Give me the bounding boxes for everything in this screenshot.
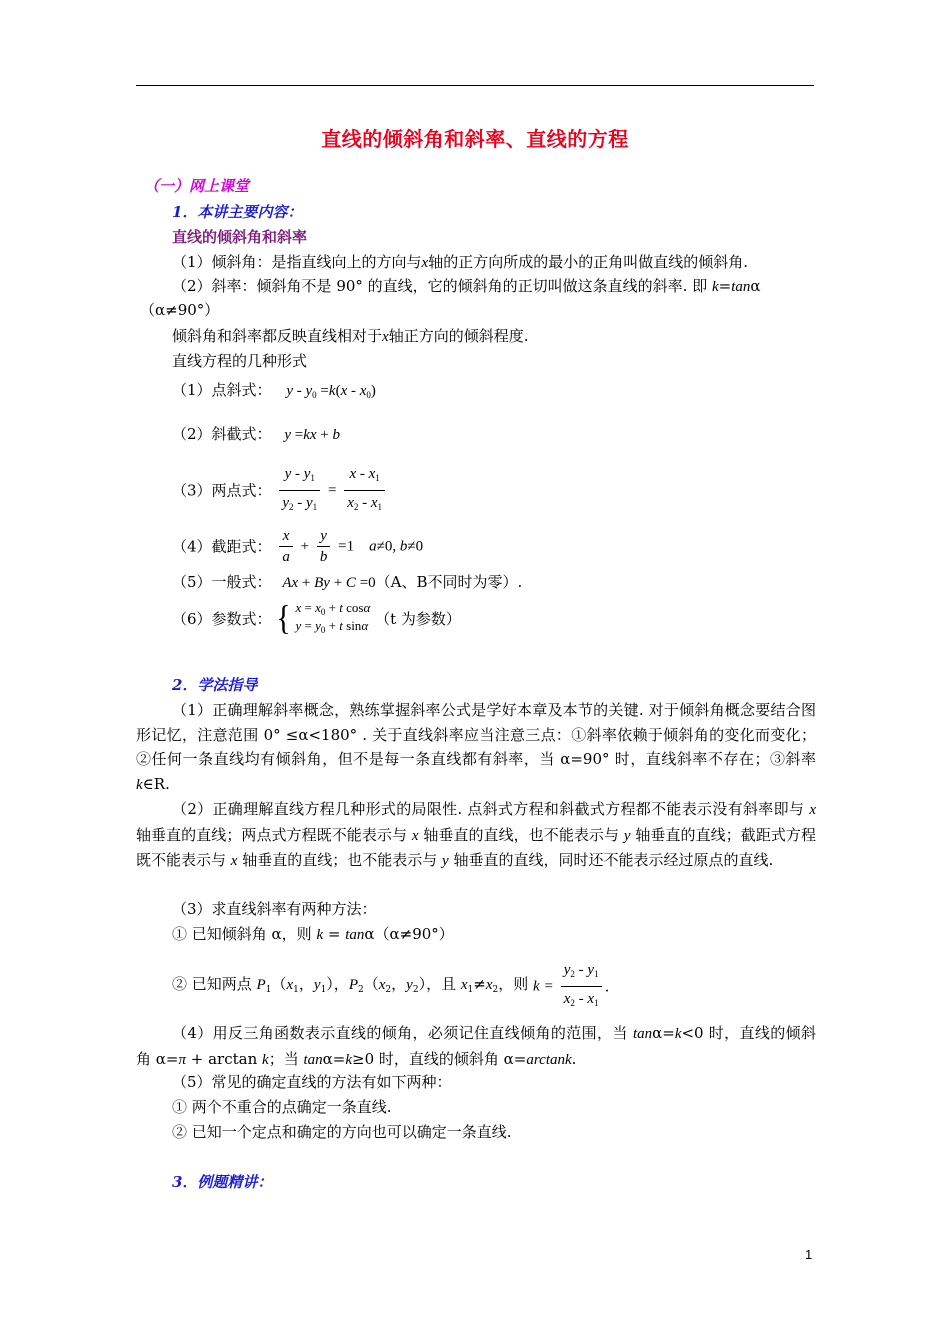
intercept-y-fraction: $\frac{y}{b}$	[317, 526, 331, 567]
header-rule	[136, 85, 814, 86]
parametric-system: $x = x_0 + t$ cosα $y = y_0 + t$ sinα	[295, 600, 371, 635]
heading-main-content: 1．本讲主要内容：	[172, 203, 303, 221]
general-note: （A、B不同时为零）.	[375, 573, 523, 591]
slope-reflection-note: 倾斜角和斜率都反映直线相对于x轴正方向的倾斜程度.	[172, 327, 529, 345]
page-number: 1	[805, 1247, 813, 1262]
guide-paragraph-1: （1）正确理解斜率概念，熟练掌握斜率公式是学好本章及本节的关键. 对于倾斜角概念要结合图形记忆，注意范围 0° ≤α<180° . 关于直线斜率应当注意三点：①斜率依赖于倾斜角的变化而变化；②任何一条直线均有倾斜角，但不是每一条直线都有斜率，当 α=90° 时，直线斜率不存在；③斜率 k∈R.	[136, 701, 816, 793]
slope-two-point-fraction: $\frac{y_2 - y_1}{x_2 - x_1}$	[561, 958, 602, 1015]
intercept-x-fraction: $\frac{x}{a}$	[279, 526, 293, 567]
form-parametric	[172, 601, 461, 637]
guide-paragraph-5: （5）常见的确定直线的方法有如下两种：	[172, 1073, 452, 1091]
guide-paragraph-4: （4）用反三角函数表示直线的倾角，必须记住直线倾角的范围，当 tanα=k<0 时，直线的倾斜角 α=π + arctan k；当 tanα=k≥0 时，直线的倾斜角 α=arctank.	[136, 1024, 816, 1068]
definition-slope: （2）斜率：倾斜角不是 90° 的直线，它的倾斜角的正切叫做这条直线的斜率. 即 k=tanα	[172, 277, 761, 295]
subheading-incline-slope: 直线的倾斜角和斜率	[172, 228, 308, 246]
way-two-points: ① 两个不重合的点确定一条直线.	[172, 1098, 392, 1116]
page-title: 直线的倾斜角和斜率、直线的方程	[321, 127, 629, 151]
form-two-point: （3）两点式： $\frac{y - y_1}{y_2 - y_1}$ = $\frac{x - x_1}{x_2 - x_1}$	[172, 462, 388, 519]
guide-paragraph-2: （2）正确理解直线方程几种形式的局限性. 点斜式方程和斜截式方程都不能表示没有斜率即与 x 轴垂直的直线；两点式方程既不能表示与 x 轴垂直的直线，也不能表示与 y 轴垂直的直线；截距式方程既不能表示与 x 轴垂直的直线；也不能表示与 y 轴垂直的直线，同时还不能表示经过原点的直线.	[136, 800, 816, 869]
parametric-brace: {	[276, 599, 291, 638]
form-point-slope	[172, 380, 376, 405]
method-two-points: ② 已知两点 $P_1(x_1$，$y_1$），$P_2(x_2$，$y_2$），且 $x_1\ne x_2$，则 k = $\frac{y_2 - y_1}{x_2 - x_1}$ .	[172, 958, 609, 1015]
slope-intercept-formula: y =kx + b	[284, 427, 341, 443]
form-label: （2）斜截式：	[172, 425, 272, 443]
method-incline-angle: ① 已知倾斜角 α，则 k = tanα（α≠90°）	[172, 925, 454, 943]
form-intercept: （4）截距式： $\frac{x}{a}$ + $\frac{y}{b}$ =1 a≠0, b≠0	[172, 528, 424, 565]
heading-study-guide: 2．学法指导	[172, 676, 258, 694]
section-heading: （一）网上课堂	[144, 177, 250, 195]
form-label: （5）一般式：	[172, 573, 272, 591]
two-point-left-fraction: $\frac{y - y_1}{y_2 - y_1}$	[279, 462, 320, 519]
guide-paragraph-3: （3）求直线斜率有两种方法：	[172, 900, 377, 918]
parametric-note: （t 为参数）	[375, 610, 461, 628]
form-slope-intercept	[172, 424, 340, 445]
form-label: （1）点斜式：	[172, 381, 272, 399]
point-slope-formula: $y - y_0 =k(x - x_0)$	[286, 383, 376, 400]
way-point-direction: ② 已知一个定点和确定的方向也可以确定一条直线.	[172, 1123, 512, 1141]
forms-title: 直线方程的几种形式	[172, 352, 308, 370]
general-formula: Ax + By + C =0	[282, 575, 376, 591]
form-label: （6）参数式：	[172, 610, 272, 628]
two-point-right-fraction: $\frac{x - x_1}{x_2 - x_1}$	[344, 462, 385, 519]
form-general	[172, 572, 522, 593]
definition-incline-angle: （1）倾斜角：是指直线向上的方向与x轴的正方向所成的最小的正角叫做直线的倾斜角.	[172, 253, 748, 271]
definition-slope-condition: （α≠90°）	[140, 301, 220, 319]
heading-examples: 3．例题精讲：	[172, 1173, 273, 1191]
form-label: （3）两点式：	[172, 481, 272, 500]
form-label: （4）截距式：	[172, 537, 272, 556]
